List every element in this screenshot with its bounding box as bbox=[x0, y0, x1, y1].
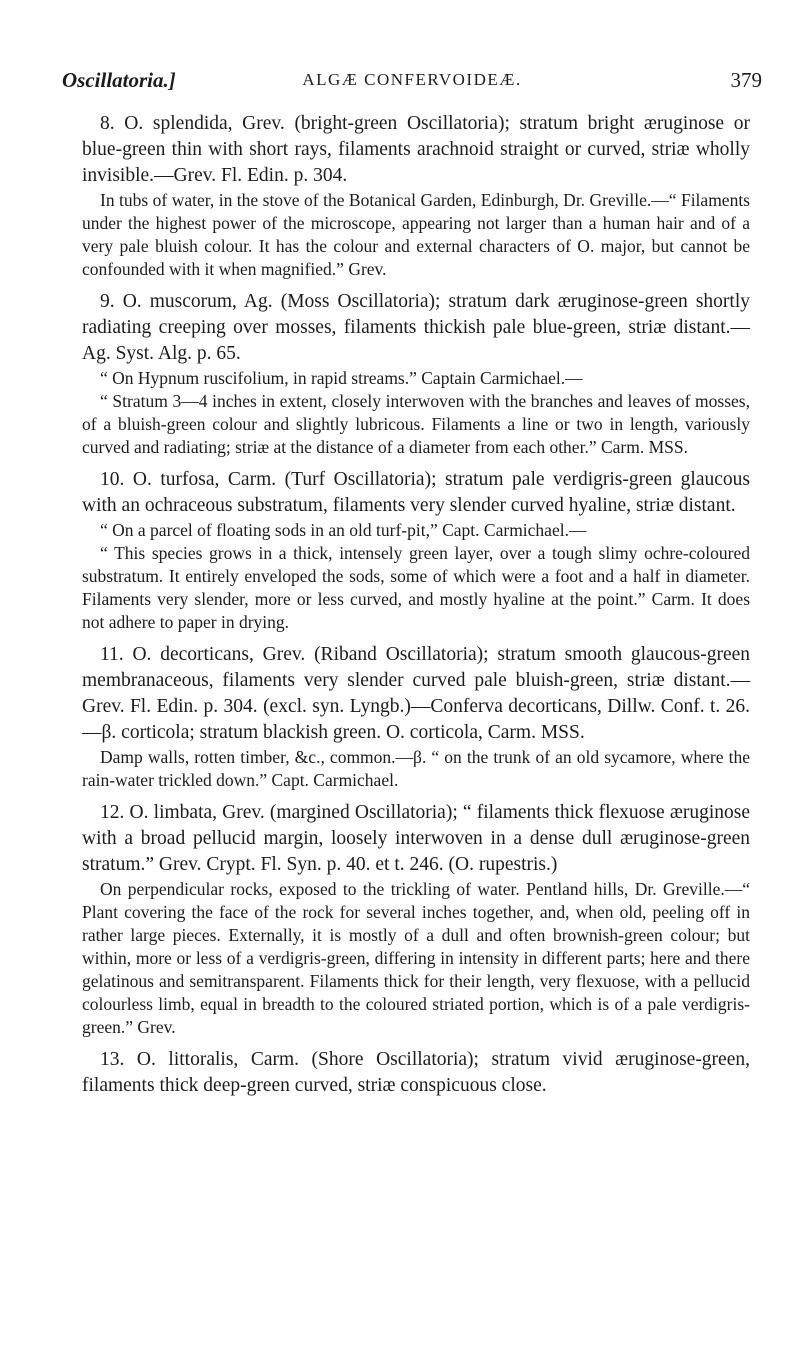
species-entry-8 bbox=[82, 111, 750, 281]
species-entry-10 bbox=[82, 467, 750, 634]
species-note: “ On Hypnum ruscifolium, in rapid streams.” Captain Carmichael.— bbox=[100, 368, 583, 388]
page-header bbox=[62, 68, 762, 98]
species-diagnosis: 13. O. littoralis, Carm. (Shore Oscillatoria); stratum vivid æruginose-green, filaments thick deep-green curved, striæ conspicuous close. bbox=[82, 1049, 750, 1096]
species-note: Damp walls, rotten timber, &c., common.—β. “ on the trunk of an old sycamore, where the rain-water trickled down.” Capt. Carmichael. bbox=[82, 747, 750, 790]
section-title: ALGÆ CONFERVOIDEÆ. bbox=[302, 70, 522, 89]
species-entry-11 bbox=[82, 642, 750, 792]
species-diagnosis: 8. O. splendida, Grev. (bright-green Oscillatoria); stratum bright æruginose or blue-green thin with short rays, filaments arachnoid straight or curved, striæ wholly invisible.—Grev. Fl. Edin. p. 304. bbox=[82, 113, 750, 186]
species-entry-9 bbox=[82, 289, 750, 459]
species-note: “ On a parcel of floating sods in an old turf-pit,” Capt. Carmichael.— bbox=[100, 520, 587, 540]
species-diagnosis: 9. O. muscorum, Ag. (Moss Oscillatoria); stratum dark æruginose-green shortly radiating creeping over mosses, filaments thickish pale blue-green, striæ distant.—Ag. Syst. Alg. p. 65. bbox=[82, 291, 750, 364]
species-diagnosis: 12. O. limbata, Grev. (margined Oscillatoria); “ filaments thick flexuose æruginose with a broad pellucid margin, loosely interwoven in a dense dull æruginose-green stratum.” Grev. Crypt. Fl. Syn. p. 40. et t. 246. (O. rupestris.) bbox=[82, 802, 750, 875]
page-body bbox=[82, 111, 750, 1107]
page-number: 379 bbox=[730, 68, 762, 92]
species-entry-12 bbox=[82, 800, 750, 1039]
species-note: In tubs of water, in the stove of the Botanical Garden, Edinburgh, Dr. Greville.—“ Filaments under the highest power of the microscope, appearing not larger than a human hair and of a very pale bluish colour. It has the colour and external characters of O. major, but cannot be confounded with it when magnified.” Grev. bbox=[82, 190, 750, 279]
species-note: On perpendicular rocks, exposed to the trickling of water. Pentland hills, Dr. Greville.—“ Plant covering the face of the rock for several inches together, and, when old, peeling off in rather large pieces. Externally, it is mostly of a dull and often brownish-green colour; but within, more or less of a verdigris-green, differing in intensity in different parts; here and there gelatinous and semitransparent. Filaments thick for their length, very flexuose, with a pellucid colourless limb, equal in breadth to the coloured striated portion, which is of a pale verdigris-green.” Grev. bbox=[82, 879, 750, 1037]
running-title: Oscillatoria.] bbox=[62, 68, 176, 92]
species-entry-13 bbox=[82, 1047, 750, 1099]
species-note: “ Stratum 3—4 inches in extent, closely interwoven with the branches and leaves of mosses, of a bluish-green colour and slightly lubricous. Filaments a line or two in length, variously curved and radiating; striæ at the distance of a diameter from each other.” Carm. MSS. bbox=[82, 391, 750, 457]
species-note: “ This species grows in a thick, intensely green layer, over a tough slimy ochre-coloured substratum. It entirely enveloped the sods, some of which were a foot and a half in diameter. Filaments very slender, more or less curved, and mostly hyaline at the point.” Carm. It does not adhere to paper in drying. bbox=[82, 543, 750, 632]
species-diagnosis: 10. O. turfosa, Carm. (Turf Oscillatoria); stratum pale verdigris-green glaucous with an ochraceous substratum, filaments very slender curved hyaline, striæ distant. bbox=[82, 469, 750, 516]
species-diagnosis: 11. O. decorticans, Grev. (Riband Oscillatoria); stratum smooth glaucous-green membranaceous, filaments very slender curved pale bluish-green, striæ distant.—Grev. Fl. Edin. p. 304. (excl. syn. Lyngb.)—Conferva decorticans, Dillw. Conf. t. 26.—β. corticola; stratum blackish green. O. corticola, Carm. MSS. bbox=[82, 644, 750, 743]
